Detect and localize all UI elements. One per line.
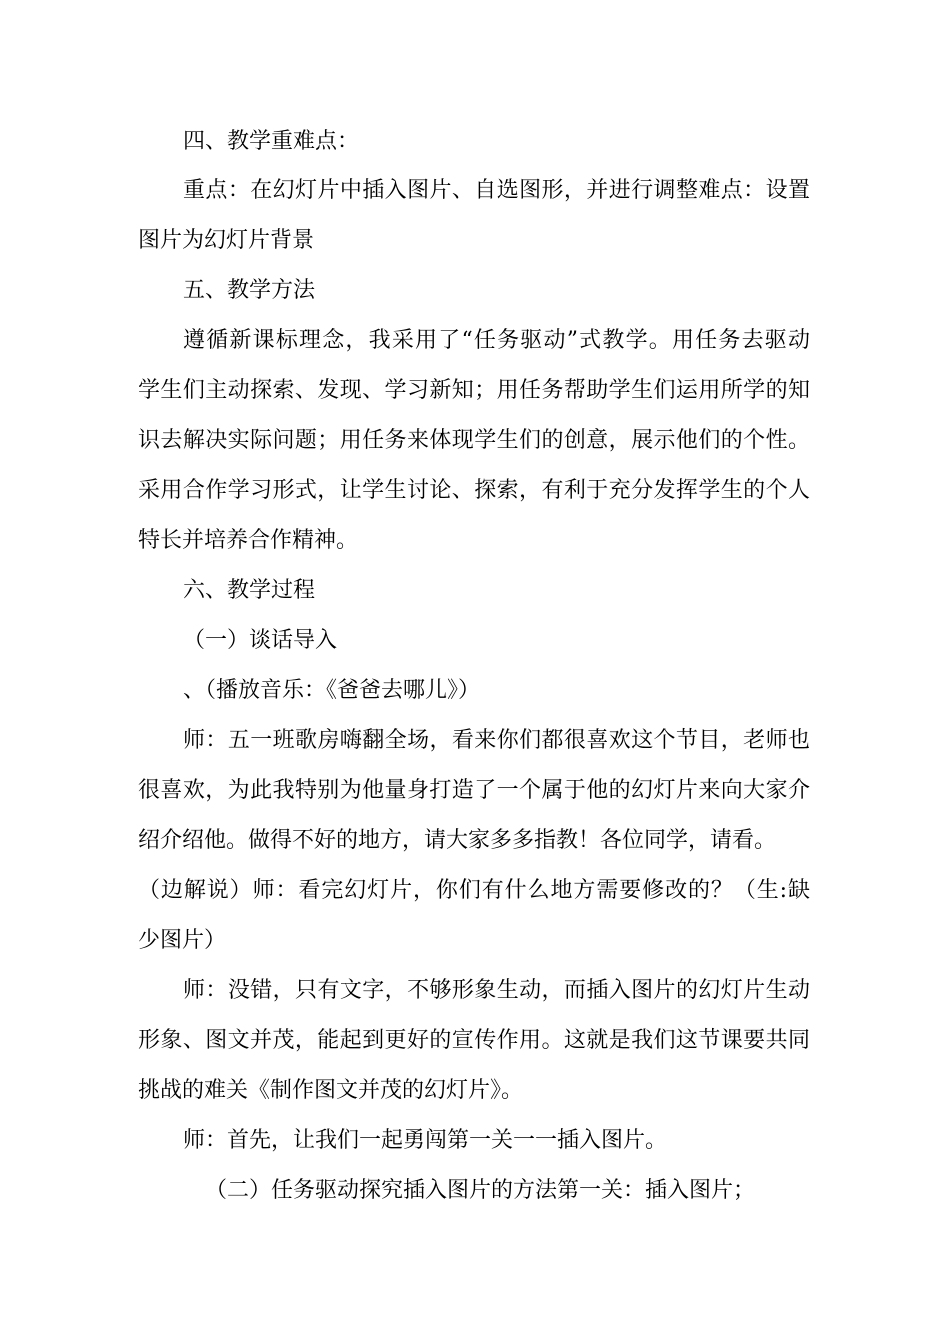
paragraph-line: 采用合作学习形式，让学生讨论、探索，有利于充分发挥学生的个人 <box>138 478 810 503</box>
paragraph-line: 很喜欢，为此我特别为他量身打造了一个属于他的幻灯片来向大家介 <box>138 778 810 803</box>
paragraph-line: 、（播放音乐：《爸爸去哪儿》） <box>183 678 481 703</box>
paragraph-line: 绍介绍他。做得不好的地方，请大家多多指教！各位同学，请看。 <box>138 828 777 853</box>
subheading-intro: （一）谈话导入 <box>183 628 338 653</box>
paragraph-line: 图片为幻灯片背景 <box>138 228 315 253</box>
paragraph-line: 特长并培养合作精神。 <box>138 528 359 553</box>
paragraph-line: （边解说）师：看完幻灯片，你们有什么地方需要修改的？（生:缺 <box>138 878 810 903</box>
paragraph-line: 遵循新课标理念，我采用了“任务驱动”式教学。用任务去驱动 <box>183 328 810 353</box>
paragraph-line: 少图片） <box>138 928 227 953</box>
heading-key-points: 四、教学重难点： <box>183 129 360 154</box>
paragraph-line: 师：没错，只有文字，不够形象生动，而插入图片的幻灯片生动 <box>183 978 810 1003</box>
paragraph-line: 形象、图文并茂，能起到更好的宣传作用。这就是我们这节课要共同 <box>138 1028 810 1053</box>
subheading-task-driven: （二）任务驱动探究插入图片的方法第一关：插入图片； <box>205 1178 756 1203</box>
paragraph-line: 师：五一班歌房嗨翻全场，看来你们都很喜欢这个节目，老师也 <box>183 728 810 753</box>
paragraph-line: 学生们主动探索、发现、学习新知；用任务帮助学生们运用所学的知 <box>138 378 810 403</box>
paragraph-line: 重点：在幻灯片中插入图片、自选图形，并进行调整难点：设置 <box>183 178 810 203</box>
paragraph-line: 挑战的难关《制作图文并茂的幻灯片》。 <box>138 1078 524 1103</box>
heading-teaching-method: 五、教学方法 <box>183 278 316 303</box>
paragraph-line: 识去解决实际问题；用任务来体现学生们的创意，展示他们的个性。 <box>138 428 810 453</box>
heading-teaching-process: 六、教学过程 <box>183 578 316 603</box>
paragraph-line: 师：首先，让我们一起勇闯第一关一一插入图片。 <box>183 1128 668 1153</box>
